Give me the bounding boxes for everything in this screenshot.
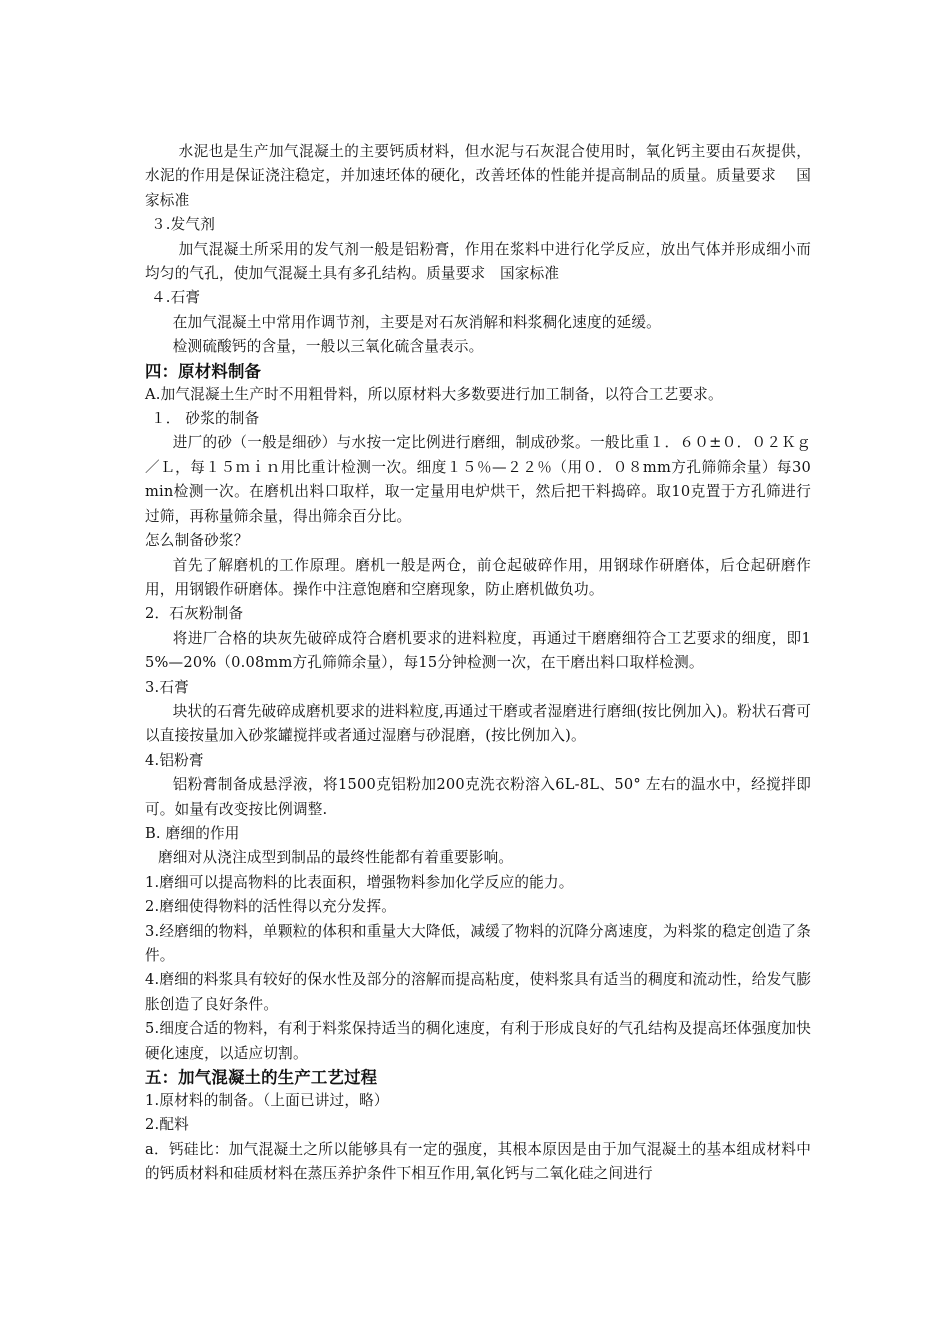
subsection-title: ４.石膏 (151, 289, 201, 307)
section-heading: 四：原材料制备 (145, 361, 262, 381)
paragraph: 4.磨细的料浆具有较好的保水性及部分的溶解而提高粘度，使料浆具有适当的稠度和流动性，给发气膨胀创造了良好条件。 (145, 971, 811, 1013)
paragraph: a．钙硅比：加气混凝土之所以能够具有一定的强度，其根本原因是由于加气混凝土的基本组成材料中的钙质材料和硅质材料在蒸压养护条件下相互作用,氧化钙与二氧化硅之间进行 (145, 1140, 811, 1183)
paragraph: 3.经磨细的物料，单颗粒的体积和重量大大降低，减缓了物料的沉降分离速度，为料浆的稳定创造了条件。 (145, 922, 811, 964)
paragraph: 加气混凝土所采用的发气剂一般是铝粉膏，作用在浆料中进行化学反应，放出气体并形成细小而均匀的气孔，使加气混凝土具有多孔结构。质量要求 国家标准 (145, 240, 811, 283)
paragraph: 将进厂合格的块灰先破碎成符合磨机要求的进料粒度，再通过干磨磨细符合工艺要求的细度，即15%—20%（0.08mm方孔筛筛余量），每15分钟检测一次，在干磨出料口取样检测。 (145, 629, 811, 672)
paragraph: 2.配料 (145, 1116, 189, 1134)
paragraph: A.加气混凝土生产时不用粗骨料，所以原材料大多数要进行加工制备，以符合工艺要求。 (145, 385, 723, 403)
paragraph: 块状的石膏先破碎成磨机要求的进料粒度,再通过干磨或者湿磨进行磨细(按比例加入)。粉状石膏可以直接按量加入砂浆罐搅拌或者通过湿磨与砂混磨，(按比例加入)。 (145, 702, 811, 745)
subsection-title: 3.石膏 (145, 678, 189, 696)
paragraph: 进厂的砂（一般是细砂）与水按一定比例进行磨细，制成砂浆。一般比重１．６０±０．０２Ｋｇ／Ｌ，每１５ｍｉｎ用比重计检测一次。细度１５％—２２％（用０．０８mm方孔筛筛余量）每30min检测一次。在磨机出料口取样，取一定量用电炉烘干，然后把干料捣碎。取10克置于方孔筛进行过筛，再称量筛余量，得出筛余百分比。 (145, 434, 811, 525)
subsection-title: B. 磨细的作用 (145, 824, 240, 842)
subsection-title: 2．石灰粉制备 (145, 605, 244, 623)
paragraph: 首先了解磨机的工作原理。磨机一般是两仓，前仓起破碎作用，用钢球作研磨体，后仓起研磨作用，用钢锻作研磨体。操作中注意饱磨和空磨现象，防止磨机做负功。 (145, 556, 811, 598)
document-page (145, 140, 811, 1187)
paragraph: 1.磨细可以提高物料的比表面积，增强物料参加化学反应的能力。 (145, 873, 574, 891)
subsection-title: 4.铝粉膏 (145, 751, 204, 769)
paragraph: 怎么制备砂浆？ (145, 532, 249, 550)
paragraph: 磨细对从浇注成型到制品的最终性能都有着重要影响。 (158, 849, 514, 867)
subsection-title: １． 砂浆的制备 (151, 410, 260, 428)
section-heading: 五：加气混凝土的生产工艺过程 (145, 1068, 378, 1088)
paragraph: 2.磨细使得物料的活性得以充分发挥。 (145, 898, 397, 916)
paragraph: 检测硫酸钙的含量，一般以三氧化硫含量表示。 (172, 338, 484, 356)
paragraph: 在加气混凝土中常用作调节剂，主要是对石灰消解和料浆稠化速度的延缓。 (172, 313, 661, 331)
paragraph: 铝粉膏制备成悬浮液，将1500克铝粉加200克洗衣粉溶入6L-8L、50° 左右的温水中，经搅拌即可。如量有改变按比例调整. (145, 776, 811, 818)
paragraph: 水泥也是生产加气混凝土的主要钙质材料，但水泥与石灰混合使用时，氧化钙主要由石灰提供，水泥的作用是保证浇注稳定，并加速坯体的硬化，改善坯体的性能并提高制品的质量。质量要求 国家标准 (145, 143, 811, 209)
paragraph: 5.细度合适的物料，有利于料浆保持适当的稠化速度，有利于形成良好的气孔结构及提高坯体强度加快硬化速度，以适应切割。 (145, 1020, 811, 1062)
paragraph: 1.原材料的制备。（上面已讲过，略） (145, 1092, 389, 1110)
subsection-title: ３.发气剂 (151, 216, 216, 234)
